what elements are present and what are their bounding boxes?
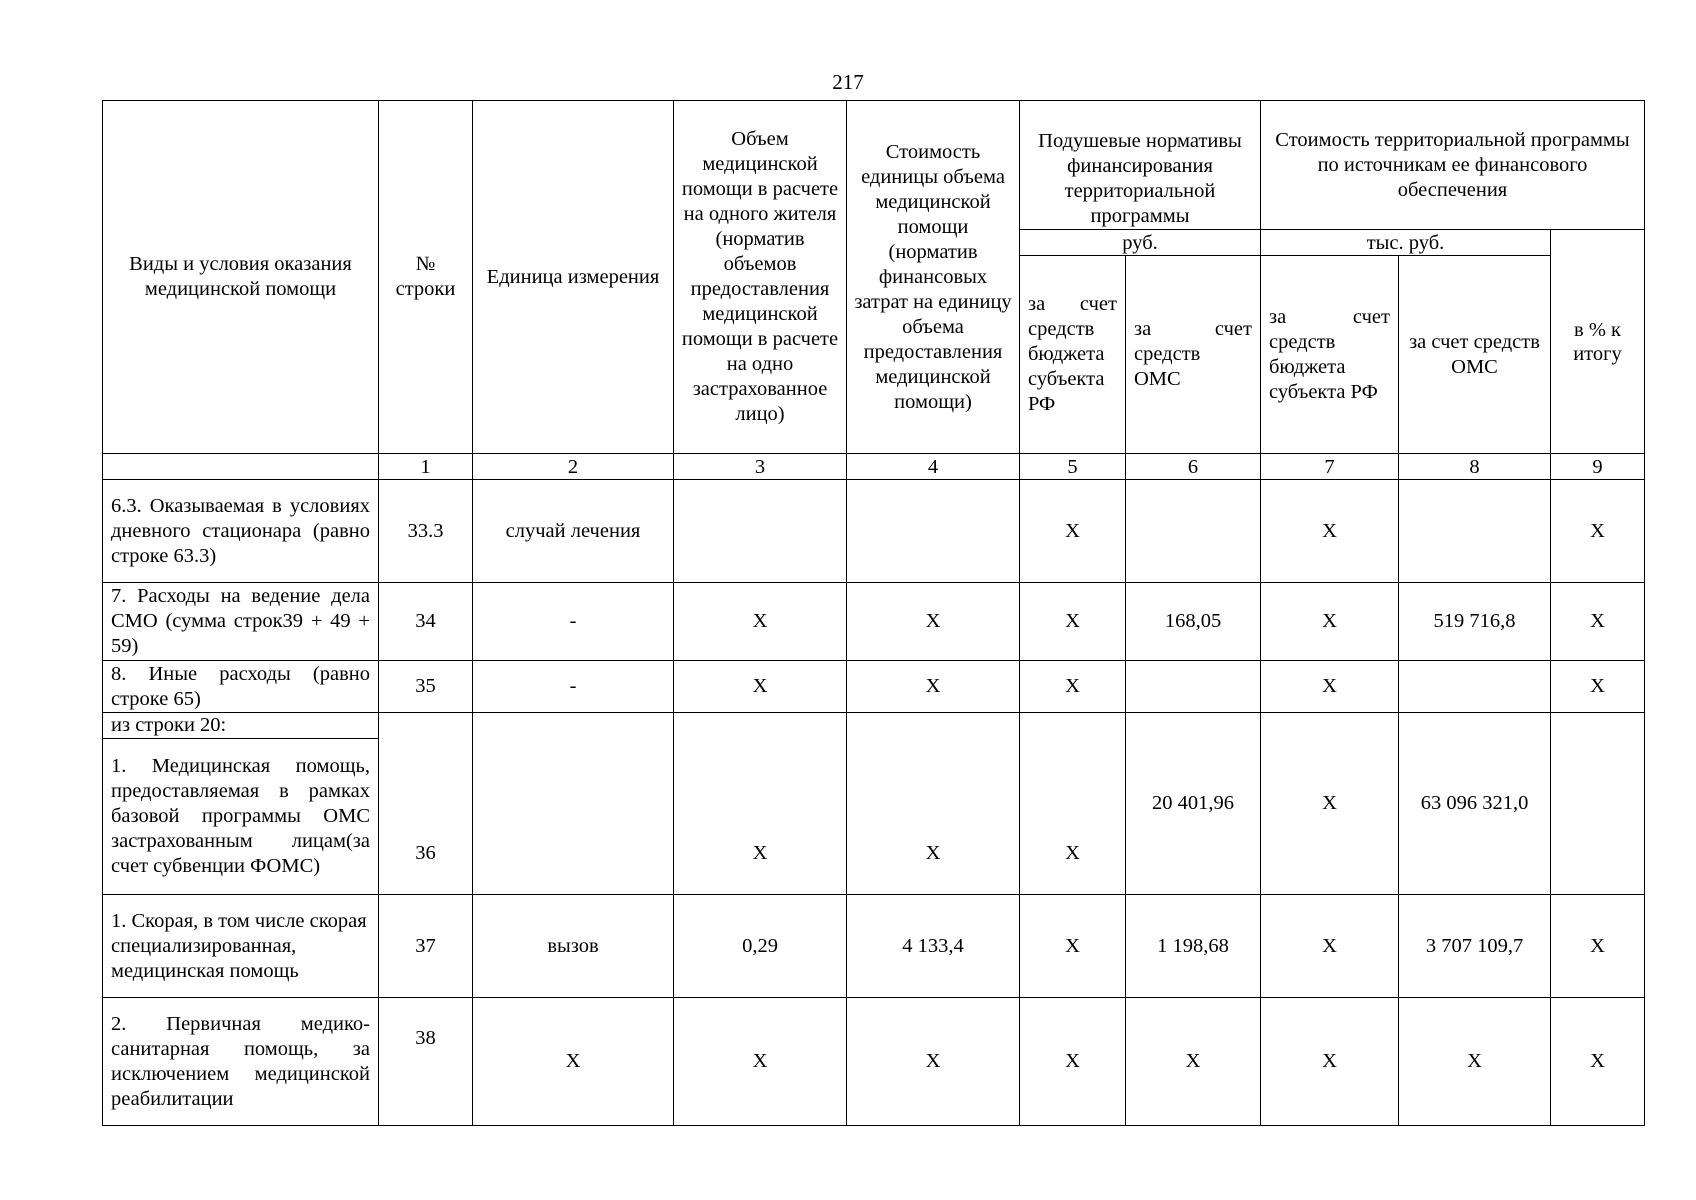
column-number — [103, 454, 379, 480]
cell-col-7: X — [1261, 661, 1399, 713]
cell-col-7: X — [1261, 998, 1399, 1126]
header-rub: руб. — [1020, 230, 1261, 256]
row-name: 7. Расходы на ведение дела СМО (сумма строк39 + 49 + 59) — [103, 583, 379, 661]
row-name: 1. Скорая, в том числе скорая специализированная, медицинская помощь — [103, 895, 379, 998]
table-row — [103, 661, 1645, 713]
page-number: 217 — [832, 70, 864, 94]
table-row — [103, 583, 1645, 661]
cell-col-5: X — [1020, 998, 1126, 1126]
cell-col-5: X — [1020, 480, 1126, 583]
cell-col-6 — [1126, 480, 1261, 583]
cell-col-3: X — [674, 713, 847, 895]
header-per-capita: Подушевые нормативы финансирования территориальной программы — [1020, 101, 1261, 230]
table-row — [103, 998, 1645, 1126]
cell-col-7: X — [1261, 713, 1399, 895]
header-oms-thousand: за счет средств ОМС — [1399, 256, 1551, 454]
header-percent: в % к итогу — [1551, 230, 1645, 454]
cell-col-4 — [847, 480, 1020, 583]
table-row — [103, 480, 1645, 583]
from-row-label: из строки 20: — [103, 713, 379, 739]
header-unit: Единица измерения — [473, 101, 674, 454]
column-number: 6 — [1126, 454, 1261, 480]
cell-col-3: X — [674, 998, 847, 1126]
row-number: 37 — [379, 895, 473, 998]
column-numbers-row — [103, 454, 1645, 480]
row-unit: - — [473, 583, 674, 661]
cell-col-4: X — [847, 661, 1020, 713]
cell-col-6: X — [1126, 998, 1261, 1126]
cell-col-9: X — [1551, 480, 1645, 583]
cell-col-7: X — [1261, 583, 1399, 661]
header-cost: Стоимость единицы объема медицинской помощи (норматив финансовых затрат на единицу объема предоставления медицинской помощи) — [847, 101, 1020, 454]
cell-col-9: X — [1551, 661, 1645, 713]
cell-col-9: X — [1551, 998, 1645, 1126]
row-number: 35 — [379, 661, 473, 713]
cell-col-3: X — [674, 583, 847, 661]
cell-col-9: X — [1551, 583, 1645, 661]
row-name: 2. Первичная медико-санитарная помощь, за исключением медицинской реабилитации — [103, 998, 379, 1126]
row-unit: вызов — [473, 895, 674, 998]
header-budget-subject-rub: за счет средств бюджета субъекта РФ — [1020, 256, 1126, 454]
cell-col-6: 1 198,68 — [1126, 895, 1261, 998]
cell-col-8: 63 096 321,0 — [1399, 713, 1551, 895]
row-unit: X — [473, 998, 674, 1126]
header-volume: Объем медицинской помощи в расчете на одного жителя (норматив объемов предоставления медицинской помощи в расчете на одно застрахованное лицо) — [674, 101, 847, 454]
cell-col-8 — [1399, 480, 1551, 583]
column-number: 3 — [674, 454, 847, 480]
row-name: 1. Медицинская помощь, предоставляемая в рамках базовой программы ОМС застрахованным лицам(за счет субвенции ФОМС) — [103, 739, 379, 895]
cell-col-4: X — [847, 998, 1020, 1126]
cell-col-4: 4 133,4 — [847, 895, 1020, 998]
cell-col-8: 3 707 109,7 — [1399, 895, 1551, 998]
column-number: 5 — [1020, 454, 1126, 480]
header-budget-subject-thousand: за счет средств бюджета субъекта РФ — [1261, 256, 1399, 454]
cell-col-5: X — [1020, 895, 1126, 998]
header-row-1 — [103, 101, 1645, 230]
cell-col-9: X — [1551, 895, 1645, 998]
cell-col-7: X — [1261, 895, 1399, 998]
row-number: 33.3 — [379, 480, 473, 583]
cell-col-5: X — [1020, 583, 1126, 661]
row-number: 38 — [379, 998, 473, 1126]
cell-col-5: X — [1020, 713, 1126, 895]
table-row — [103, 713, 1645, 739]
row-name: 6.3. Оказываемая в условиях дневного стационара (равно строке 63.3) — [103, 480, 379, 583]
cell-col-5: X — [1020, 661, 1126, 713]
row-number: 36 — [379, 713, 473, 895]
column-number: 1 — [379, 454, 473, 480]
table-row — [103, 895, 1645, 998]
cell-col-6: 168,05 — [1126, 583, 1261, 661]
cell-col-4: X — [847, 713, 1020, 895]
row-name: 8. Иные расходы (равно строке 65) — [103, 661, 379, 713]
cell-col-3: X — [674, 661, 847, 713]
cell-col-6: 20 401,96 — [1126, 713, 1261, 895]
row-unit: - — [473, 661, 674, 713]
column-number: 8 — [1399, 454, 1551, 480]
header-types: Виды и условия оказания медицинской помощи — [103, 101, 379, 454]
header-row-number: № строки — [379, 101, 473, 454]
cell-col-4: X — [847, 583, 1020, 661]
header-oms-rub: за счет средств ОМС — [1126, 256, 1261, 454]
column-number: 7 — [1261, 454, 1399, 480]
program-cost-table — [102, 100, 1645, 1126]
row-unit — [473, 713, 674, 895]
row-unit: случай лечения — [473, 480, 674, 583]
cell-col-7: X — [1261, 480, 1399, 583]
row-number: 34 — [379, 583, 473, 661]
cell-col-3: 0,29 — [674, 895, 847, 998]
header-total-cost: Стоимость территориальной программы по источникам ее финансового обеспечения — [1261, 101, 1645, 230]
cell-col-8 — [1399, 661, 1551, 713]
column-number: 2 — [473, 454, 674, 480]
column-number: 4 — [847, 454, 1020, 480]
cell-col-8: 519 716,8 — [1399, 583, 1551, 661]
cell-col-3 — [674, 480, 847, 583]
column-number: 9 — [1551, 454, 1645, 480]
cell-col-6 — [1126, 661, 1261, 713]
cell-col-9 — [1551, 713, 1645, 895]
cell-col-8: X — [1399, 998, 1551, 1126]
header-thousand-rub: тыс. руб. — [1261, 230, 1551, 256]
